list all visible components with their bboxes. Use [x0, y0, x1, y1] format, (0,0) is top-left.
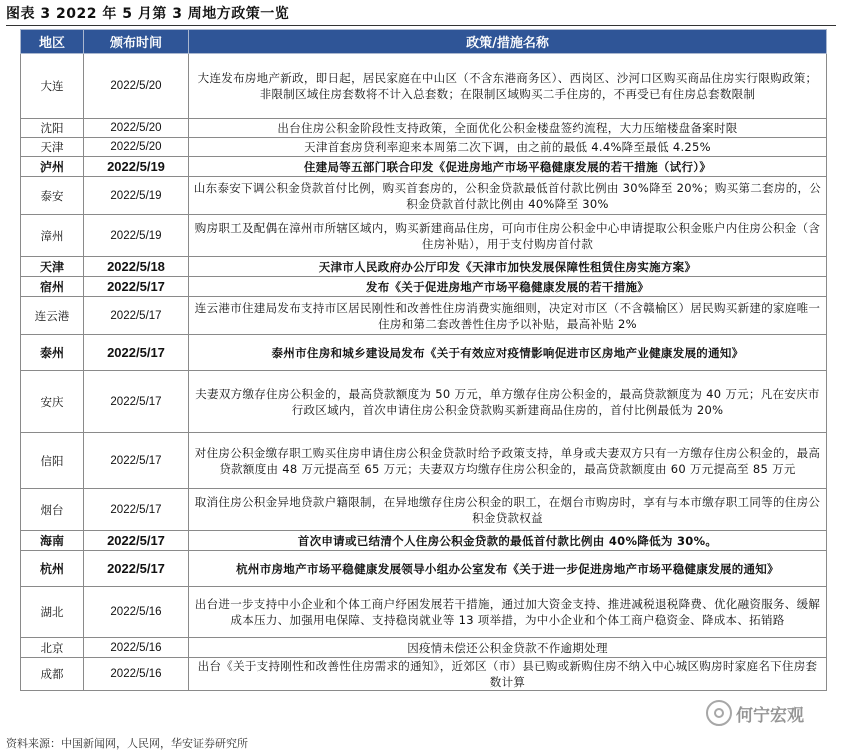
cell-date: 2022/5/16	[84, 638, 189, 658]
cell-policy: 天津市人民政府办公厅印发《天津市加快发展保障性租赁住房实施方案》	[189, 257, 827, 277]
cell-region: 连云港	[21, 297, 84, 335]
cell-region: 信阳	[21, 433, 84, 489]
cell-policy: 出台进一步支持中小企业和个体工商户纾困发展若干措施，通过加大资金支持、推进减税退税降费、优化融资服务、缓解成本压力、加强用电保障、支持稳岗就业等 13 项举措，为中小企业和个体工商户稳资金、降成本、拓销路	[189, 587, 827, 638]
table-row	[21, 489, 827, 531]
header-policy: 政策/措施名称	[189, 30, 827, 54]
policy-table	[20, 29, 827, 691]
cell-policy: 出台住房公积金阶段性支持政策，全面优化公积金楼盘签约流程，大力压缩楼盘备案时限	[189, 119, 827, 138]
table-row	[21, 119, 827, 138]
cell-date: 2022/5/20	[84, 119, 189, 138]
cell-region: 天津	[21, 257, 84, 277]
cell-date: 2022/5/16	[84, 587, 189, 638]
cell-policy: 连云港市住建局发布支持市区居民刚性和改善性住房消费实施细则，决定对市区（不含赣榆区）居民购买新建的家庭唯一住房和第二套改善性住房予以补贴，最高补贴 2%	[189, 297, 827, 335]
watermark-text: 何宁宏观	[736, 705, 804, 726]
table-row	[21, 157, 827, 177]
cell-date: 2022/5/16	[84, 658, 189, 691]
cell-policy: 发布《关于促进房地产市场平稳健康发展的若干措施》	[189, 277, 827, 297]
cell-date: 2022/5/17	[84, 551, 189, 587]
cell-region: 安庆	[21, 371, 84, 433]
cell-date: 2022/5/17	[84, 277, 189, 297]
cell-policy: 首次申请或已结清个人住房公积金贷款的最低首付款比例由 40%降低为 30%。	[189, 531, 827, 551]
cell-region: 天津	[21, 138, 84, 157]
table-header-row	[21, 30, 827, 54]
table-row	[21, 551, 827, 587]
table-row	[21, 297, 827, 335]
cell-region: 泰安	[21, 177, 84, 215]
cell-date: 2022/5/17	[84, 489, 189, 531]
title-rule	[6, 25, 836, 26]
cell-date: 2022/5/17	[84, 531, 189, 551]
cell-policy: 夫妻双方缴存住房公积金的，最高贷款额度为 50 万元，单方缴存住房公积金的，最高贷款额度为 40 万元；凡在安庆市行政区域内，首次申请住房公积金贷款购买新建商品住房的，首付比例最低为 20%	[189, 371, 827, 433]
cell-policy: 取消住房公积金异地贷款户籍限制，在异地缴存住房公积金的职工，在烟台市购房时，享有与本市缴存职工同等的住房公积金贷款权益	[189, 489, 827, 531]
table-row	[21, 138, 827, 157]
cell-date: 2022/5/17	[84, 335, 189, 371]
cell-policy: 天津首套房贷利率迎来本周第二次下调，由之前的最低 4.4%降至最低 4.25%	[189, 138, 827, 157]
cell-date: 2022/5/19	[84, 177, 189, 215]
cell-date: 2022/5/20	[84, 138, 189, 157]
table-row	[21, 335, 827, 371]
cell-region: 泰州	[21, 335, 84, 371]
cell-region: 烟台	[21, 489, 84, 531]
cell-date: 2022/5/17	[84, 371, 189, 433]
cell-region: 泸州	[21, 157, 84, 177]
table-row	[21, 658, 827, 691]
cell-policy: 出台《关于支持刚性和改善性住房需求的通知》，近郊区（市）县已购或新购住房不纳入中心城区购房时家庭名下住房套数计算	[189, 658, 827, 691]
table-row	[21, 371, 827, 433]
cell-region: 沈阳	[21, 119, 84, 138]
header-date: 颁布时间	[84, 30, 189, 54]
cell-date: 2022/5/20	[84, 54, 189, 119]
wechat-logo-icon	[706, 700, 732, 726]
cell-policy: 山东泰安下调公积金贷款首付比例，购买首套房的，公积金贷款最低首付款比例由 30%降至 20%；购买第二套房的，公积金贷款首付款比例由 40%降至 30%	[189, 177, 827, 215]
cell-policy: 购房职工及配偶在漳州市所辖区域内，购买新建商品住房，可向市住房公积金中心申请提取公积金账户内住房公积金（含住房补贴），用于支付购房首付款	[189, 215, 827, 257]
cell-policy: 对住房公积金缴存职工购买住房申请住房公积金贷款时给予政策支持，单身或夫妻双方只有一方缴存住房公积金的，最高贷款额度由 48 万元提高至 65 万元；夫妻双方均缴存住房公积金的，最高贷款额度由 60 万元提高至 85 万元	[189, 433, 827, 489]
cell-date: 2022/5/17	[84, 433, 189, 489]
cell-region: 湖北	[21, 587, 84, 638]
table-row	[21, 177, 827, 215]
cell-region: 北京	[21, 638, 84, 658]
table-row	[21, 638, 827, 658]
cell-policy: 因疫情未偿还公积金贷款不作逾期处理	[189, 638, 827, 658]
cell-date: 2022/5/17	[84, 297, 189, 335]
cell-date: 2022/5/19	[84, 215, 189, 257]
figure-title: 图表 3 2022 年 5 月第 3 周地方政策一览	[6, 6, 290, 22]
table-row	[21, 531, 827, 551]
cell-region: 漳州	[21, 215, 84, 257]
table-row	[21, 215, 827, 257]
table-row	[21, 54, 827, 119]
table-row	[21, 433, 827, 489]
cell-policy: 泰州市住房和城乡建设局发布《关于有效应对疫情影响促进市区房地产业健康发展的通知》	[189, 335, 827, 371]
cell-policy: 住建局等五部门联合印发《促进房地产市场平稳健康发展的若干措施（试行）》	[189, 157, 827, 177]
header-region: 地区	[21, 30, 84, 54]
cell-policy: 杭州市房地产市场平稳健康发展领导小组办公室发布《关于进一步促进房地产市场平稳健康发展的通知》	[189, 551, 827, 587]
cell-date: 2022/5/18	[84, 257, 189, 277]
cell-date: 2022/5/19	[84, 157, 189, 177]
cell-region: 宿州	[21, 277, 84, 297]
cell-region: 杭州	[21, 551, 84, 587]
cell-region: 海南	[21, 531, 84, 551]
cell-region: 大连	[21, 54, 84, 119]
cell-region: 成都	[21, 658, 84, 691]
table-row	[21, 257, 827, 277]
source-note: 资料来源：中国新闻网，人民网，华安证券研究所	[6, 737, 248, 750]
cell-policy: 大连发布房地产新政，即日起，居民家庭在中山区（不含东港商务区）、西岗区、沙河口区购买商品住房实行限购政策；非限制区域住房套数将不计入总套数；在限制区域购买二手住房的，不再受已有住房总套数限制	[189, 54, 827, 119]
table-row	[21, 277, 827, 297]
watermark	[706, 700, 804, 726]
table-row	[21, 587, 827, 638]
